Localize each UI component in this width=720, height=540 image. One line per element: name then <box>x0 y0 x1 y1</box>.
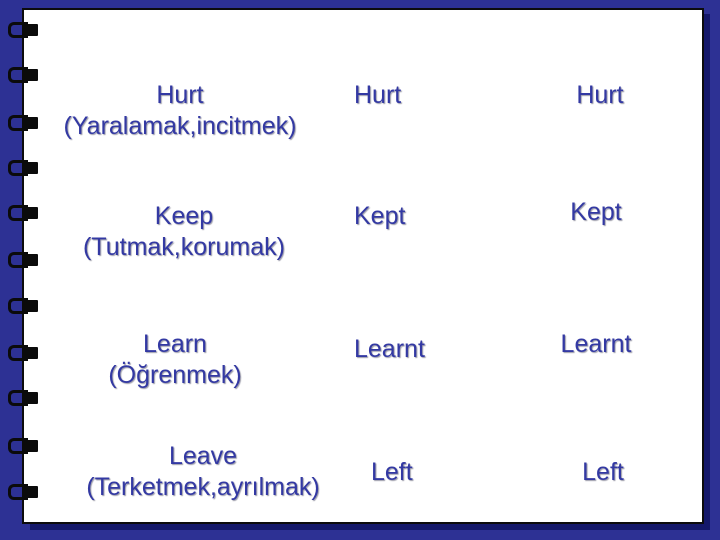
verb-meaning: (Yaralamak,incitmek) <box>63 112 297 140</box>
verb-base-cell <box>34 201 334 263</box>
verb-past: Left <box>371 458 413 486</box>
spiral-ring-icon <box>8 160 38 176</box>
verb-meaning: (Tutmak,korumak) <box>83 233 285 261</box>
spiral-ring-icon <box>8 484 38 500</box>
verb-base: Learn <box>143 330 207 358</box>
verb-past: Kept <box>354 202 406 230</box>
verb-participle: Learnt <box>560 330 632 358</box>
verb-base-cell <box>53 441 353 503</box>
verb-participle: Kept <box>570 198 622 226</box>
spiral-ring-icon <box>8 298 38 314</box>
verb-base: Leave <box>168 442 238 470</box>
spiral-ring-icon <box>8 22 38 38</box>
spiral-ring-icon <box>8 390 38 406</box>
verb-past: Hurt <box>354 81 402 109</box>
verb-base-cell <box>30 80 330 142</box>
verb-meaning: (Öğrenmek) <box>108 361 242 389</box>
verb-base-cell <box>25 329 325 391</box>
verb-meaning: (Terketmek,ayrılmak) <box>86 473 320 501</box>
verb-participle: Hurt <box>576 81 624 109</box>
spiral-ring-icon <box>8 438 38 454</box>
verb-participle: Left <box>582 458 624 486</box>
verb-base: Keep <box>154 202 214 230</box>
verb-past: Learnt <box>354 335 425 363</box>
verb-base: Hurt <box>156 81 204 109</box>
